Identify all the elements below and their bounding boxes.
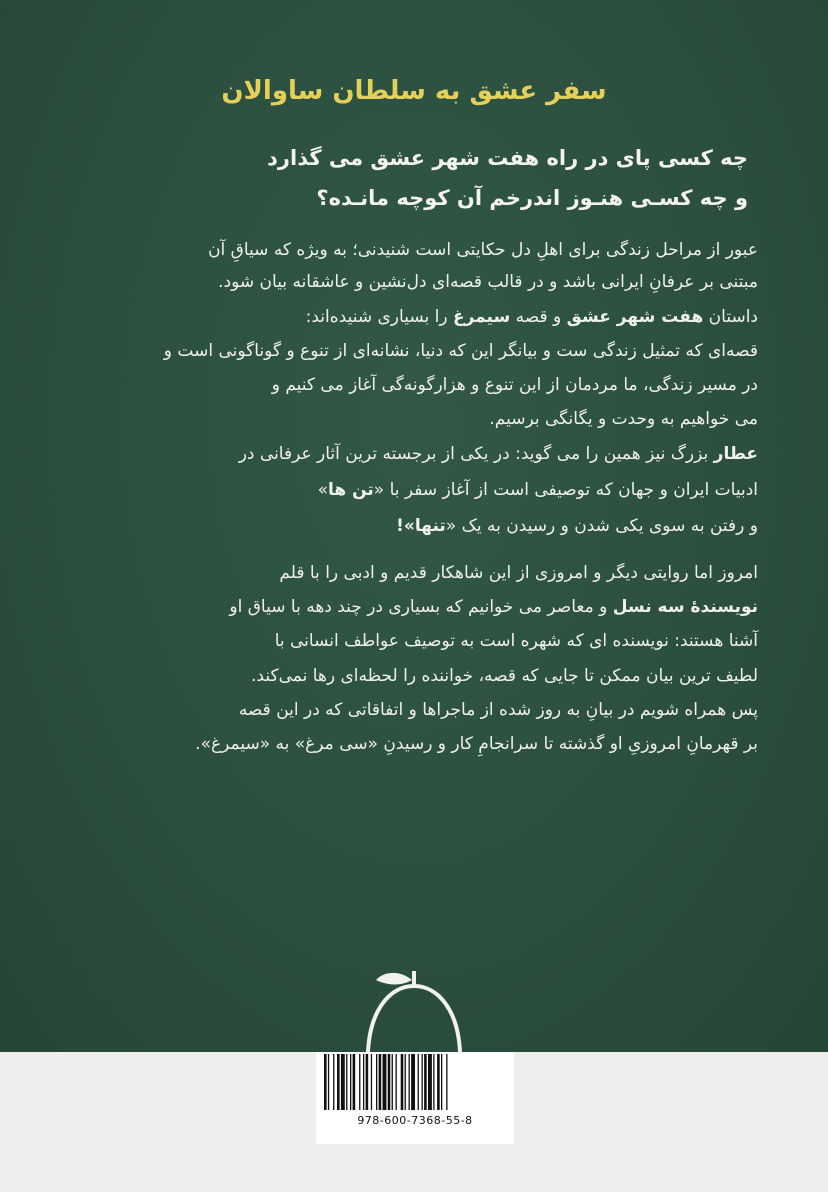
- barcode-bar: [341, 1054, 345, 1110]
- p2-bold-haft-shahr: هفت شهر عشق: [566, 307, 704, 327]
- barcode-bar: [379, 1054, 382, 1110]
- barcode-bar: [433, 1054, 434, 1110]
- p2-prefix: داستان: [708, 307, 758, 327]
- paragraph-4-line-6: بر قهرمانِ امروزیِ او گذشته تا سرانجامِ کار و رسیدنِ «سی مرغ» به «سیمرغ».: [195, 734, 758, 755]
- p3-line-2-text: ادبیات ایران و جهان که توصیفی است از آغاز سفر با «: [373, 480, 758, 500]
- intro-line-1: چه کسی پای در راه هفت شهر عشق می گذارد: [267, 146, 748, 170]
- isbn-number: 978-600-7368-55-8: [357, 1114, 473, 1127]
- barcode-bar: [418, 1054, 419, 1110]
- barcode-bar: [371, 1054, 372, 1110]
- barcode-bar: [446, 1054, 447, 1110]
- paragraph-2-line-2: قصه‌ای که تمثیل زندگی ست و بیانگر این که دنیا، نشانه‌ای از تنوع و گوناگونی است و: [163, 341, 758, 361]
- p3-bold-tan-ha: تن ها: [327, 480, 374, 500]
- barcode-bar: [392, 1054, 393, 1110]
- paragraph-4-line-1: امروز اما روایتی دیگر و امروزی از این شاهکار قدیم و ادبی را با قلم: [279, 563, 758, 583]
- apple-publisher-logo-icon: [364, 966, 464, 1052]
- p3-bold-attar: عطار: [713, 444, 758, 464]
- barcode-bar: [359, 1054, 360, 1110]
- barcode-bar: [363, 1054, 364, 1110]
- paragraph-1-line-2: مبتنی بر عرفانِ ایرانی باشد و در قالب قصه‌ای دل‌نشین و عاشقانه بیان شود.: [218, 271, 758, 292]
- p2-bold-simorgh: سیمرغ: [452, 307, 511, 327]
- blurb-body: [90, 235, 758, 761]
- barcode-bar: [401, 1054, 404, 1110]
- barcode-bar: [441, 1054, 442, 1110]
- barcode-bar: [422, 1054, 423, 1110]
- p3-line-3-text: و رفتن به سوی یکی شدن و رسیدن به یک «: [445, 516, 758, 536]
- paragraph-2-line-4: می خواهیم به وحدت و یگانگی برسیم.: [489, 409, 758, 429]
- barcode: [316, 1052, 514, 1144]
- paragraph-1: [90, 235, 758, 298]
- barcode-bar: [346, 1054, 347, 1110]
- barcode-bar: [411, 1054, 415, 1110]
- barcode-bar: [409, 1054, 410, 1110]
- p4-bold-author: نویسندۀ سه نسل: [612, 597, 758, 618]
- paragraph-3-line-2: [90, 472, 758, 508]
- p2-mid: و قصه: [515, 307, 562, 327]
- paragraph-4-line-2: [90, 590, 758, 624]
- barcode-bar: [376, 1054, 377, 1110]
- p3-line-3-end: »!: [396, 516, 415, 536]
- paragraph-4: [90, 556, 758, 761]
- barcode-bar: [366, 1054, 369, 1110]
- paragraph-4-line-4: لطیف ترین بیان ممکن تا جایی که قصه، خواننده را لحظه‌ای رها نمی‌کند.: [251, 665, 758, 686]
- barcode-bar: [383, 1054, 387, 1110]
- barcode-bar: [428, 1054, 432, 1110]
- book-title: سفر عشق به سلطان ساوالان: [221, 76, 607, 106]
- intro-verse: [120, 138, 748, 218]
- barcode-bar: [328, 1054, 329, 1110]
- barcode-icon: [316, 1052, 514, 1112]
- barcode-bar: [396, 1054, 397, 1110]
- barcode-bar: [388, 1054, 391, 1110]
- paragraph-4-line-3: آشنا هستند: نویسنده ای که شهره است به توصیف عواطف انسانی با: [274, 631, 758, 652]
- paragraph-3: [90, 436, 758, 544]
- p3-line-2-end: »: [317, 480, 328, 500]
- paragraph-2-line-3: در مسیر زندگی، ما مردمان از این تنوع و هزارگونه‌گی آغاز می کنیم و: [271, 375, 758, 395]
- barcode-bar: [353, 1054, 356, 1110]
- barcode-bar: [424, 1054, 427, 1110]
- paragraph-1-line-1: عبور از مراحل زندگی برای اهلِ دل حکایتی است شنیدنی؛ به ویژه که سیاقِ آن: [208, 240, 758, 260]
- intro-line-2: و چه کسـی هنـوز اندرخم آن کوچه مانـده؟: [316, 186, 748, 210]
- paragraph-2: [90, 300, 758, 436]
- barcode-bar: [324, 1054, 327, 1110]
- paragraph-4-line-5: پس همراه شویم در بیانِ به روز شده از ماجراها و اتفاقاتی که در این قصه: [238, 699, 758, 720]
- barcode-bar: [333, 1054, 334, 1110]
- paragraph-3-line-3: [90, 508, 758, 544]
- barcode-bar: [437, 1054, 440, 1110]
- paragraph-3-line-1: [90, 436, 758, 472]
- p3-line-1-rest: بزرگ نیز همین را می گوید: در یکی از برجسته ترین آثار عرفانی در: [238, 444, 709, 464]
- p4-line-2-rest: و معاصر می خوانیم که بسیاری در چند دهه با سیاق او: [229, 597, 608, 618]
- p2-suffix: را بسیاری شنیده‌اند:: [305, 307, 448, 327]
- paragraph-2-line-1: [90, 300, 758, 334]
- barcode-bar: [337, 1054, 340, 1110]
- barcode-bar: [350, 1054, 351, 1110]
- p3-bold-tanha: تنها: [414, 516, 446, 536]
- barcode-bar: [405, 1054, 406, 1110]
